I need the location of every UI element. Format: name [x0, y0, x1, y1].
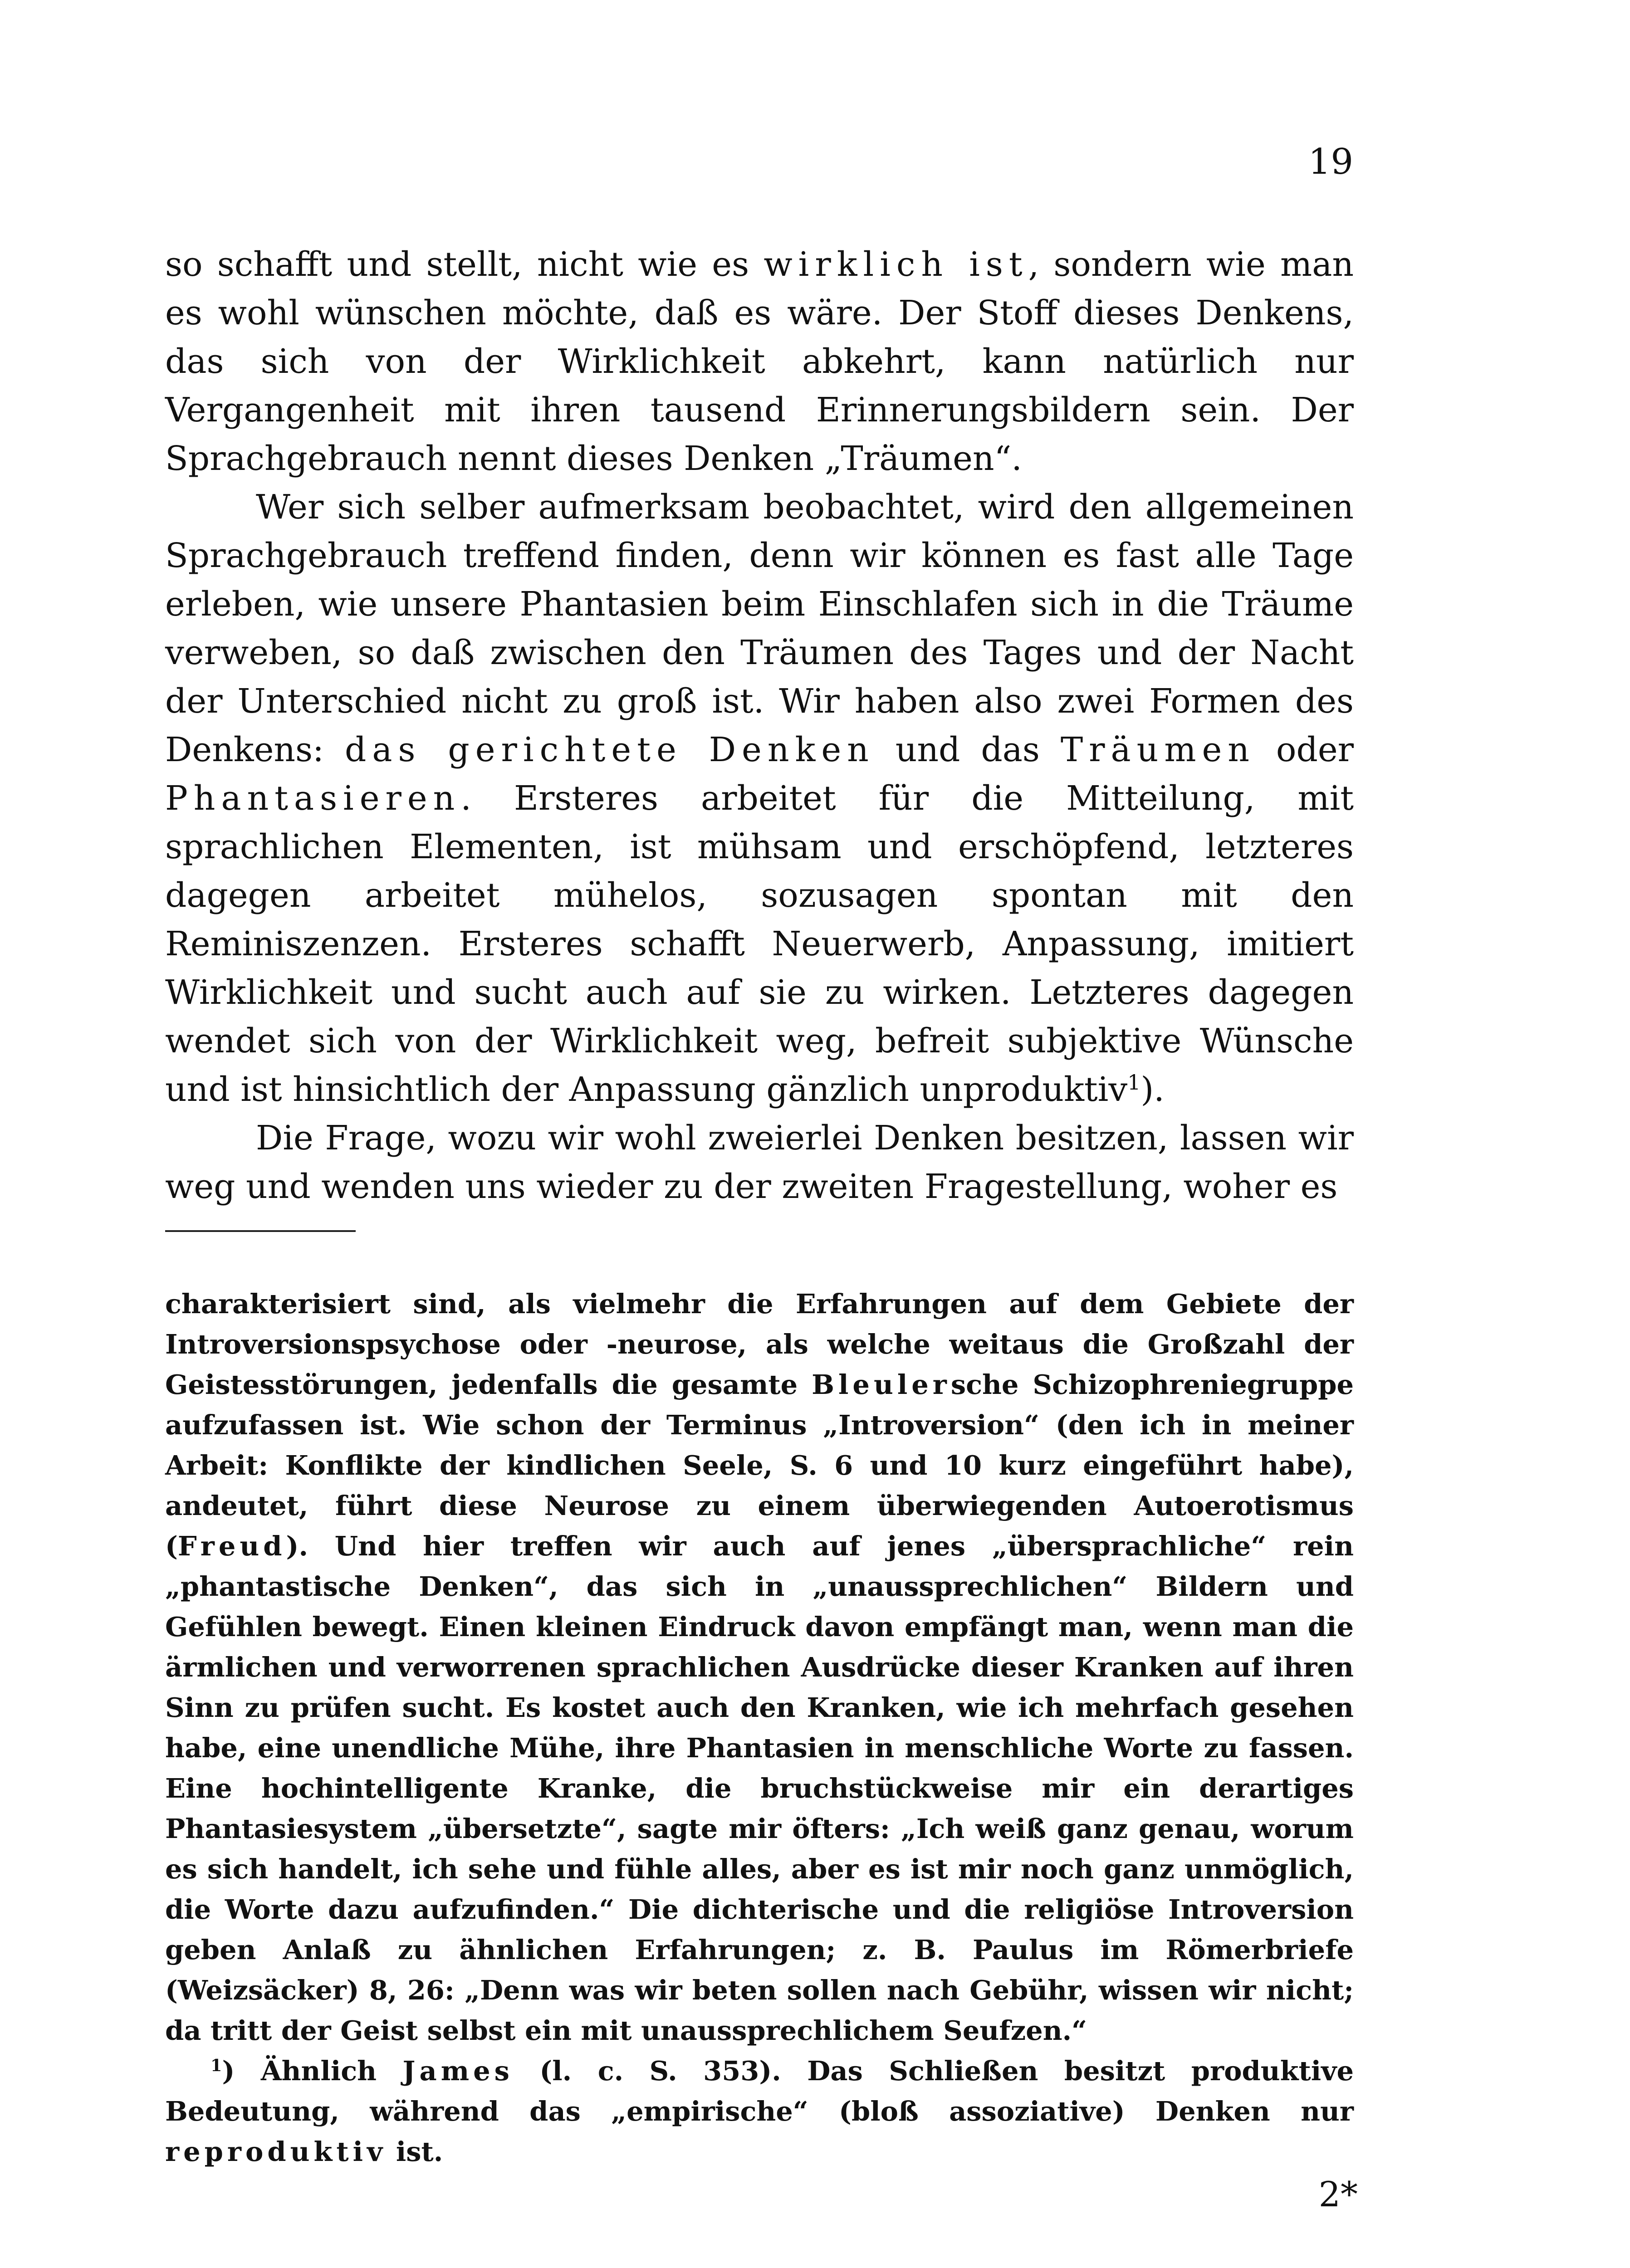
- paragraph-1-end: , sondern wie man es wohl wünschen möchte, daß es wäre. Der Stoff dieses Denkens, das sich von der Wirklichkeit abkehrt, kann natürlich nur Vergangenheit mit ihren tausend Erinnerungsbildern sein. Der Sprachgebrauch nennt dieses Denken „Träumen“.: [165, 245, 1354, 478]
- emphasis-bleuler: Bleuler: [812, 1369, 951, 1400]
- emphasis-reproduktiv: reproduktiv: [165, 2136, 387, 2167]
- paragraph-2-text-a: Wer sich selber aufmerksam beobachtet, wird den allgemeinen Sprachgebrauch treffend finden, denn wir können es fast alle Tage erleben, wie unsere Phantasien beim Einschlafen sich in die Träume verweben, so daß zwischen den Träumen des Tages und der Nacht der Unterschied nicht zu groß ist. Wir haben also zwei Formen des Denkens:: [165, 488, 1354, 769]
- footnote-continuation: [165, 1284, 1354, 2051]
- paragraph-2-text-c: oder: [1255, 730, 1354, 769]
- paragraph-1-text: so schafft und stellt, nicht wie es: [165, 245, 764, 284]
- paragraph-2-text-b: und das: [874, 730, 1061, 769]
- footnote-continuation-text-c: ). Und hier treffen wir auch auf jenes „übersprachliche“ rein „phantastische Denken“, das sich in „unaussprechlichen“ Bildern und Gefühlen bewegt. Einen kleinen Eindruck davon empfängt man, wenn man die ärmlichen und verworrenen sprachlichen Ausdrücke dieser Kranken auf ihren Sinn zu prüfen sucht. Es kostet auch den Kranken, wie ich mehrfach gesehen habe, eine unendliche Mühe, ihre Phantasien in menschliche Worte zu fassen. Eine hochintelligente Kranke, die bruchstückweise mir ein derartiges Phantasiesystem „übersetzte“, sagte mir öfters: „Ich weiß ganz genau, worum es sich handelt, ich sehe und fühle alles, aber es ist mir noch ganz unmöglich, die Worte dazu aufzufinden.“ Die dichterische und die religiöse Introversion geben Anlaß zu ähnlichen Erfahrungen; z. B. Paulus im Römerbriefe (Weizsäcker) 8, 26: „Denn was wir beten sollen nach Gebühr, wissen wir nicht; da tritt der Geist selbst ein mit unaussprechlichem Seufzen.“: [165, 1530, 1354, 2046]
- paragraph-3: Die Frage, wozu wir wohl zweierlei Denken besitzen, lassen wir weg und wenden uns wieder zu der zweiten Fragestellung, woher es: [165, 1119, 1354, 1206]
- emphasis-gerichtete-denken: das gerichtete Denken: [344, 730, 875, 769]
- footnote-1-text-b: (l. c. S. 353). Das Schließen besitzt produktive Bedeutung, während das „empirische“ (bloß assoziative) Denken nur: [165, 2055, 1354, 2127]
- emphasis-james: James: [402, 2055, 514, 2087]
- emphasis-wirklich-ist: wirklich ist: [764, 245, 1028, 284]
- paragraph-1: [165, 240, 1354, 483]
- emphasis-phantasieren: Phantasieren: [165, 779, 461, 818]
- paragraph-2: [165, 483, 1354, 1114]
- footnote-1-marker: 1: [210, 2055, 222, 2075]
- footnote-reference-1[interactable]: 1: [1127, 1070, 1141, 1095]
- footnote-continuation-text-a: charakterisiert sind, als vielmehr die Erfahrungen auf dem Gebiete der Introversionspsychose oder -neurose, als welche weitaus die Großzahl der Geistesstörungen, jedenfalls die gesamte: [165, 1288, 1354, 1400]
- footnote-1: [165, 2051, 1354, 2172]
- footnotes: [165, 1284, 1354, 2172]
- emphasis-traeumen: Träumen: [1060, 730, 1255, 769]
- page-number: 19: [1308, 142, 1353, 182]
- paragraph-2-text-d: . Ersteres arbeitet für die Mitteilung, mit sprachlichen Elementen, ist mühsam und erschöpfend, letzteres dagegen arbeitet mühelos, sozusagen spontan mit den Reminiszenzen. Ersteres schafft Neuerwerb, Anpassung, imitiert Wirklichkeit und sucht auch auf sie zu wirken. Letzteres dagegen wendet sich von der Wirklichkeit weg, befreit subjektive Wünsche und ist hinsichtlich der Anpassung gänzlich unproduktiv: [165, 779, 1354, 1109]
- footnote-1-text-c: ist.: [387, 2136, 443, 2167]
- paragraph-2-end: ).: [1141, 1070, 1165, 1109]
- signature-mark: 2*: [1318, 2174, 1358, 2214]
- footnote-continuation-text-b: sche Schizophreniegruppe aufzufassen ist. Wie schon der Terminus „Introversion“ (den ich in meiner Arbeit: Konflikte der kindlichen Seele, S. 6 und 10 kurz eingeführt habe), andeutet, führt diese Neurose zu einem überwiegenden Autoerotismus (: [165, 1369, 1354, 1562]
- footnote-1-text-a: ) Ähnlich: [222, 2055, 403, 2087]
- footnote-divider: [165, 1230, 356, 1232]
- main-text: [165, 240, 1354, 1211]
- emphasis-freud: Freud: [177, 1530, 286, 1562]
